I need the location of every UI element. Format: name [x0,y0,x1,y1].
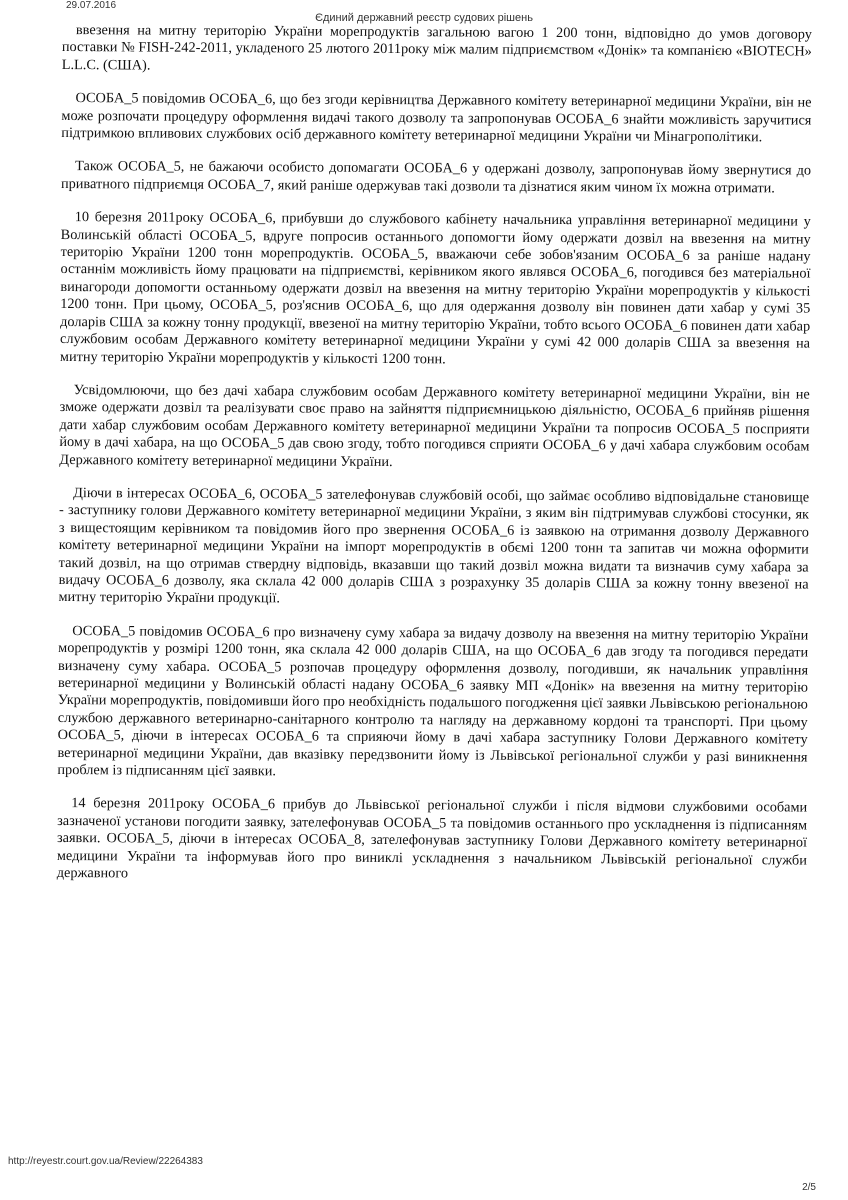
paragraph: ввезення на митну територію України морепродуктів загальною вагою 1 200 тонн, відповідно до умов договору поставки № FISH-242-2011, укладеного 25 лютого 2011року між малим підприємством «Донік» та компанією «BIOTECH» L.L.C. (США). [61,22,812,74]
print-date: 29.07.2016 [66,0,117,11]
paragraph: 14 березня 2011року ОСОБА_6 прибув до Львівської регіональної служби і після відмови службовими особами зазначеної установи погодити заявку, зателефонував ОСОБА_5 та повідомив останнього про ускладнення із підписанням заявки. ОСОБА_5, діючи в інтересах ОСОБА_8, зателефонував заступнику Голови Державного комітету ветеринарної медицини України та інформував його про виниклі ускладнення з начальником Львівській регіональної служби державного [56,795,808,882]
paragraph: Також ОСОБА_5, не бажаючи особисто допомагати ОСОБА_6 у одержані дозволу, запропонував йому звернутися до приватного підприємця ОСОБА_7, який раніше одержував такі дозволи та дізнатися яким чином їх можна отримати. [60,158,812,197]
source-url: http://reyestr.court.gov.ua/Review/22264383 [8,1156,203,1167]
paragraph: ОСОБА_5 повідомив ОСОБА_6, що без згоди керівництва Державного комітету ветеринарної медицини України, він не може розпочати процедуру оформлення видачі такого дозволу та запропонував ОСОБА_6 знайти можливість заручитися підтримкою впливових службових осіб державного комітету ветеринарної медицини України чи Мінагрополітики. [61,90,812,146]
page-number: 2/5 [802,1182,816,1193]
registry-title: Єдиний державний реєстр судових рішень [315,12,533,24]
paragraph: 10 березня 2011року ОСОБА_6, прибувши до службового кабінету начальника управління ветеринарної медицини у Волинській області ОСОБА_5, вдруге попросив останнього допомогти йому одержати дозвіл на ввезення на митну територію України 1200 тонн морепродуктів. ОСОБА_5, вважаючи себе зобов'язаним ОСОБА_6 за раніше надану останнім можливість йому працювати на підприємстві, керівником якого являвся ОСОБА_6, погодився без матеріальної винагороди допомогти останньому одержати дозвіл на ввезення на митну територію України морепродуктів у кількості 1200 тонн. При цьому, ОСОБА_5, роз'яснив ОСОБА_6, що для одержання дозволу він повинен дати хабар у сумі 35 доларів США за кожну тонну продукції, ввезеної на митну територію України, тобто всього ОСОБА_6 повинен дати хабар службовим особам Державного комітету ветеринарної медицини України у сумі 42 000 доларів США за ввезення на митну територію України морепродуктів у кількості 1200 тонн. [59,209,811,367]
document-body [57,22,812,903]
paragraph: Усвідомлюючи, що без дачі хабара службовим особам Державного комітету ветеринарної медицини України, він не зможе одержати дозвіл та реалізувати своє право на зайняття підприємницькою діяльністю, ОСОБА_6 прийняв рішення дати хабар службовим особам Державного комітету ветеринарної медицини України та попросив ОСОБА_5 посприяти йому в дачі хабара, на що ОСОБА_5 дав свою згоду, тобто погодився сприяти ОСОБА_6 у дачі хабара службовим особам Державного комітету ветеринарної медицини України. [59,381,810,470]
paragraph: Діючи в інтересах ОСОБА_6, ОСОБА_5 зателефонував службовій особі, що займає особливо відповідальне становище - заступнику голови Державного комітету ветеринарної медицини України, з яким він підтримував службові стосунки, як з вищестоящим керівником та повідомив його про звернення ОСОБА_6 із заявкою на отримання дозволу Державного комітету ветеринарної медицини України на імпорт морепродуктів в обємі 1200 тонн та запитав чи можна оформити такий дозвіл, на що отримав ствердну відповідь, вказавши що такий дозвіл можна видати та визначив суму хабара за видачу ОСОБА_6 дозволу, яка склала 42 000 доларів США з розрахунку 35 доларів США за кожну тонну ввезеної на митну територію України продукції. [58,485,810,607]
paragraph: ОСОБА_5 повідомив ОСОБА_6 про визначену суму хабара за видачу дозволу на ввезення на митну територію України морепродуктів у розмірі 1200 тонн, яка склала 42 000 доларів США, на що ОСОБА_6 дав згоду та погодився передати визначену суму хабара. ОСОБА_5 розпочав процедуру оформлення дозволу, погодивши, як начальник управління ветеринарної медицини у Волинській області надану ОСОБА_6 заявку МП «Донік» на ввезення на митну територію України морепродуктів, повідомивши його про необхідність подальшого погодження цієї заявки Львівською регіональною службою державного ветеринарно-санітарного контролю та нагляду на державному кордоні та транспорті. При цьому ОСОБА_5, діючи в інтересах ОСОБА_6 та сприяючи йому в дачі хабара заступнику Голови Державного комітету ветеринарної медицини України, дав вказівку передзвонити йому із Львівської регіональної служби у разі виникнення проблем із підписанням цієї заявки. [57,622,809,780]
